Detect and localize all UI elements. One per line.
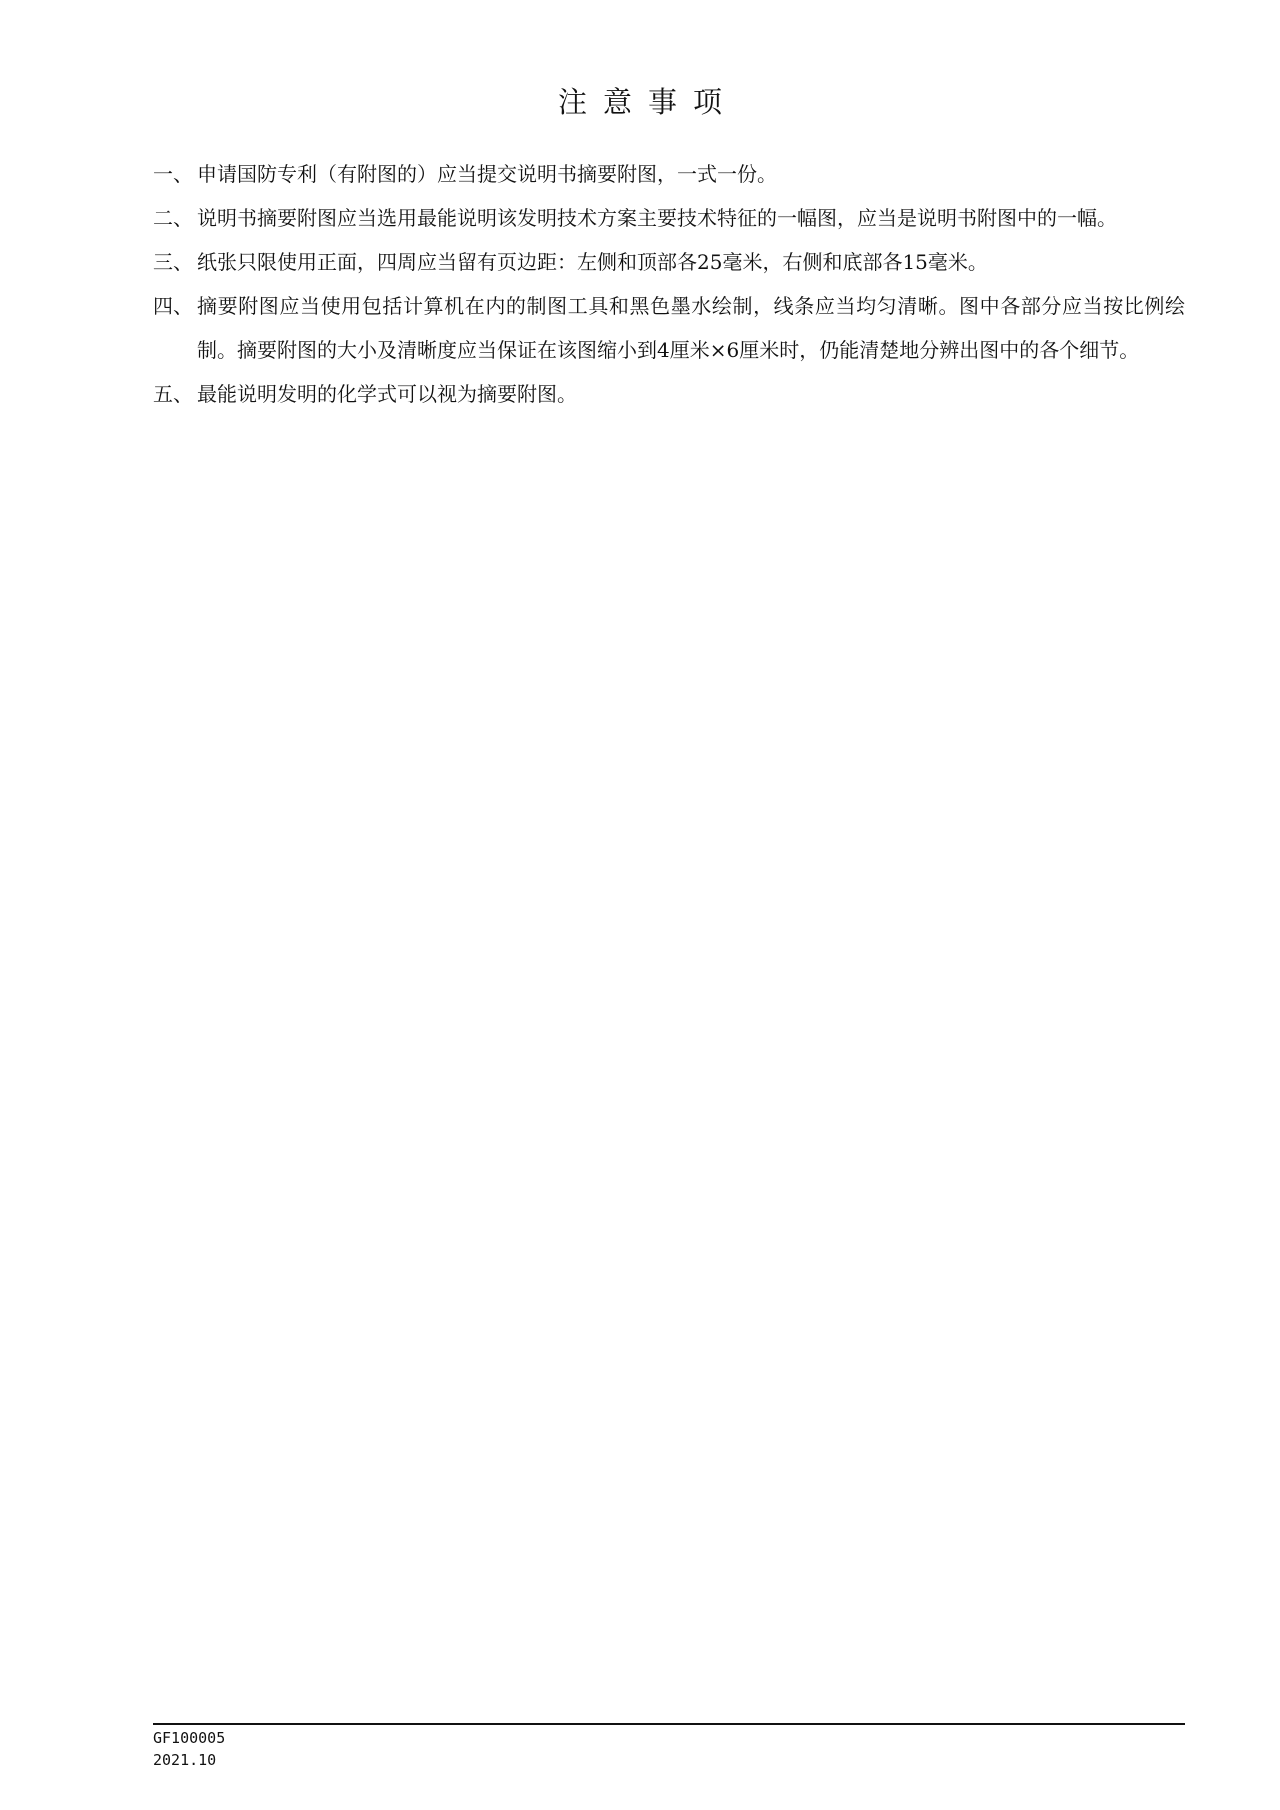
- note-number: 三、: [153, 250, 193, 274]
- note-text: 申请国防专利（有附图的）应当提交说明书摘要附图，一式一份。: [197, 162, 777, 186]
- note-item-5: [153, 372, 1185, 416]
- version-date: 2021.10: [153, 1751, 217, 1769]
- footer-divider: [153, 1723, 1185, 1725]
- note-text: 纸张只限使用正面，四周应当留有页边距：左侧和顶部各25毫米，右侧和底部各15毫米。: [197, 250, 988, 274]
- note-number: 二、: [153, 206, 193, 230]
- note-text: 最能说明发明的化学式可以视为摘要附图。: [197, 382, 577, 406]
- note-number: 一、: [153, 162, 193, 186]
- page-title: 注意事项: [557, 85, 738, 119]
- note-item-1: [153, 152, 1185, 196]
- form-code: GF100005: [153, 1729, 226, 1747]
- note-item-4: [153, 284, 1185, 372]
- note-text: 说明书摘要附图应当选用最能说明该发明技术方案主要技术特征的一幅图，应当是说明书附图中的一幅。: [197, 206, 1117, 230]
- note-item-2: [153, 196, 1185, 240]
- note-item-3: [153, 240, 1185, 284]
- note-number: 五、: [153, 382, 193, 406]
- notes-list: [153, 152, 1185, 416]
- note-number: 四、: [153, 294, 193, 318]
- note-text: 摘要附图应当使用包括计算机在内的制图工具和黑色墨水绘制，线条应当均匀清晰。图中各部分应当按比例绘制。摘要附图的大小及清晰度应当保证在该图缩小到4厘米×6厘米时，仍能清楚地分辨出图中的各个细节。: [197, 294, 1185, 362]
